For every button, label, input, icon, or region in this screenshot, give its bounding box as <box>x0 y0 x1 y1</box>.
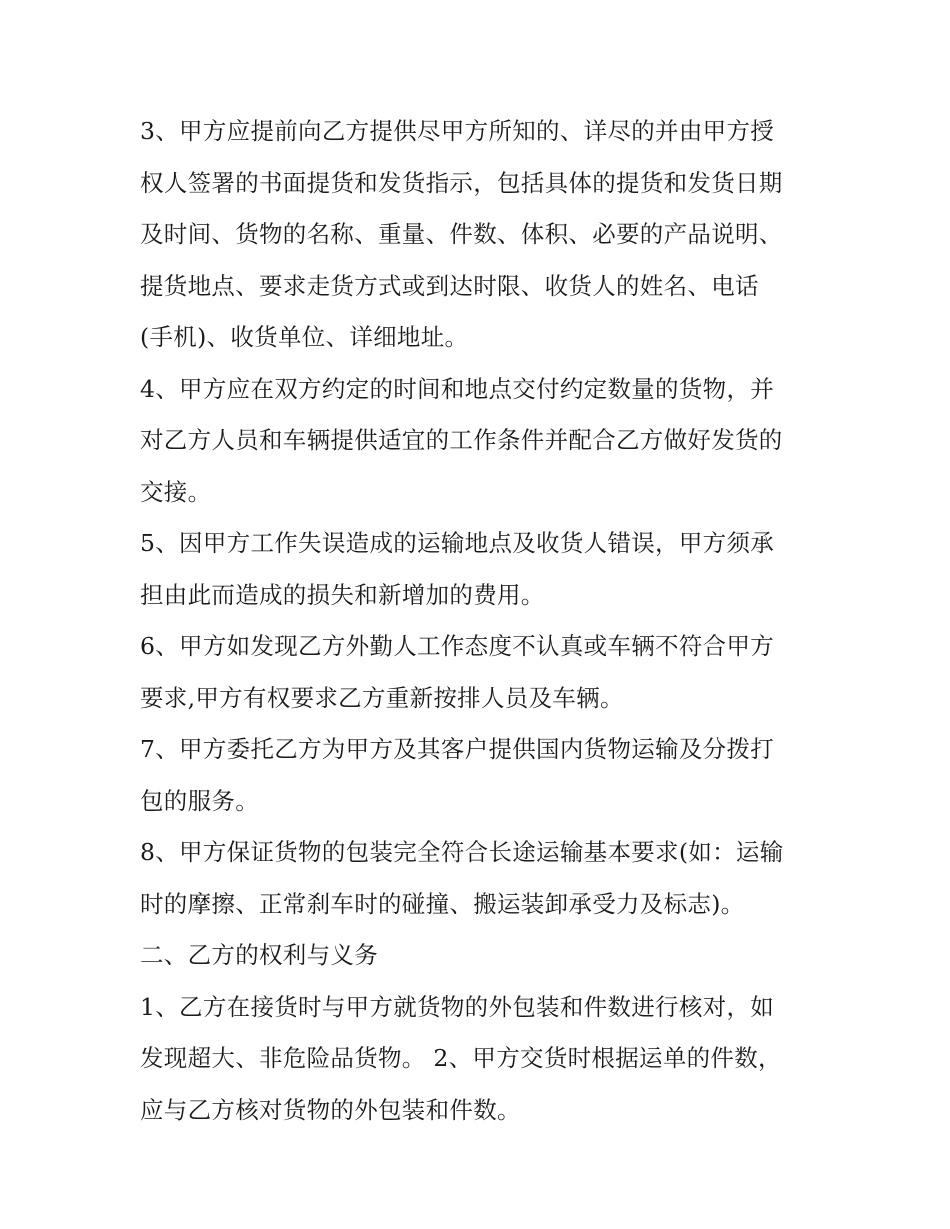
clause-3-line-3: 及时间、货物的名称、重量、件数、体积、必要的产品说明、 <box>140 220 783 248</box>
party-b-clause-line-1: 1、乙方在接货时与甲方就货物的外包装和件数进行核对，如 <box>140 992 775 1021</box>
clause-4-line-2: 对乙方人员和车辆提供适宜的工作条件并配合乙方做好发货的 <box>140 426 783 454</box>
clause-4-line-1: 4、甲方应在双方约定的时间和地点交付约定数量的货物，并 <box>140 374 775 403</box>
clause-6-line-1: 6、甲方如发现乙方外勤人工作态度不认真或车辆不符合甲方 <box>140 632 775 660</box>
document-body <box>140 106 820 1136</box>
section-heading: 二、乙方的权利与义务 <box>140 941 378 969</box>
clause-3-line-4: 提货地点、要求走货方式或到达时限、收货人的姓名、电话 <box>140 271 759 300</box>
clause-8-line-1: 8、甲方保证货物的包装完全符合长途运输基本要求(如：运输 <box>140 838 784 866</box>
clause-7-line-2: 包的服务。 <box>140 786 259 815</box>
clause-5-line-1: 5、因甲方工作失误造成的运输地点及收货人错误，甲方须承 <box>140 529 775 557</box>
party-b-clause-line-2: 发现超大、非危险品货物。 2、甲方交货时根据运单的件数， <box>140 1044 782 1072</box>
party-b-clause-line-3: 应与乙方核对货物的外包装和件数。 <box>140 1095 521 1124</box>
clause-8-line-2: 时的摩擦、正常刹车时的碰撞、搬运装卸承受力及标志)。 <box>140 889 745 918</box>
clause-6-line-2: 要求,甲方有权要求乙方重新按排人员及车辆。 <box>140 683 624 712</box>
clause-3-line-2: 权人签署的书面提货和发货指示，包括具体的提货和发货日期 <box>140 168 783 197</box>
clause-3-line-1: 3、甲方应提前向乙方提供尽甲方所知的、详尽的并由甲方授 <box>140 117 775 145</box>
clause-7-line-1: 7、甲方委托乙方为甲方及其客户提供国内货物运输及分拨打 <box>140 735 775 763</box>
clause-5-line-2: 担由此而造成的损失和新增加的费用。 <box>140 580 545 609</box>
clause-4-line-3: 交接。 <box>140 477 212 506</box>
clause-3-line-5: (手机)、收货单位、详细地址。 <box>140 323 469 351</box>
